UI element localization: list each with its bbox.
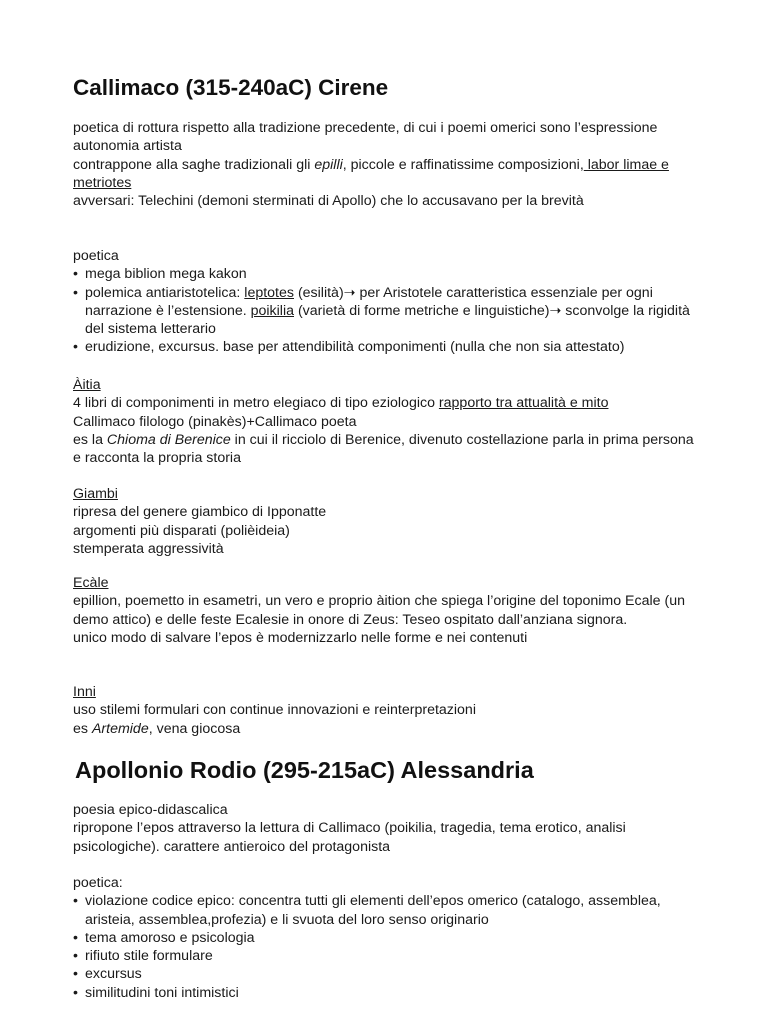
text-run: (varietà di forme metriche e linguistiche)➝ sconvolge la rigidità del sistema letterario (85, 302, 690, 338)
intro-line: poetica di rottura rispetto alla tradizione precedente, di cui i poemi omerici sono l’espressione (73, 120, 658, 136)
underlined-text: poikilia (250, 302, 294, 319)
section-line: ripresa del genere giambico di Ipponatte (73, 504, 327, 521)
apollonio-intro (73, 801, 698, 856)
underlined-text: labor limae e metriotes (73, 156, 669, 191)
emphasis-text: epilli (314, 156, 343, 173)
bullet-list (73, 265, 698, 356)
list-item (73, 284, 698, 339)
intro-line: poesia epico-didascalica (73, 802, 228, 818)
list-item: • violazione codice epico: concentra tutti gli elementi dell’epos omerico (catalogo, assemblea, aristeia, assemblea,profezia) e li svuota del loro senso originario (73, 892, 698, 929)
text-run: contrappone alla saghe tradizionali gli (73, 156, 315, 173)
callimaco-intro (73, 119, 698, 210)
text-run: in cui il ricciolo di Berenice, divenuto costellazione parla in prima persona e racconta la propria storia (73, 431, 694, 467)
text-run: , vena giocosa (148, 720, 241, 737)
list-item: • rifiuto stile formulare (73, 947, 698, 965)
heading-callimaco: Callimaco (315-240aC) Cirene (73, 75, 389, 100)
section-line: argomenti più disparati (polièideia) (73, 522, 290, 539)
heading-apollonio: Apollonio Rodio (295-215aC) Alessandria (75, 757, 534, 783)
apollonio-poetica (73, 874, 698, 1002)
underlined-text: leptotes (244, 284, 294, 301)
section-line: unico modo di salvare l’epos è modernizzarlo nelle forme e nei contenuti (73, 629, 528, 646)
section-heading: Giambi (73, 486, 118, 502)
section-heading: Inni (73, 684, 96, 700)
list-item: • excursus (73, 965, 698, 983)
section-label: poetica (73, 248, 119, 264)
text-run: es la (73, 431, 107, 448)
list-item: • erudizione, excursus. base per attendibilità componimenti (nulla che non sia attestato) (73, 338, 698, 356)
text-run: , piccole e raffinatissime composizioni, (342, 156, 584, 173)
list-item: • similitudini toni intimistici (73, 984, 698, 1002)
callimaco-poetica (73, 247, 698, 357)
section-aitia (73, 376, 698, 467)
section-line (73, 431, 698, 468)
emphasis-text: Chioma di Berenice (106, 431, 231, 448)
text-run: (esilità)➝ per Aristotele caratteristica essenziale per ogni narrazione è l’estensione. (85, 284, 653, 319)
list-item: • tema amoroso e psicologia (73, 929, 698, 947)
section-line: uso stilemi formulari con continue innovazioni e reinterpretazioni (73, 702, 476, 719)
section-ecale (73, 574, 698, 647)
section-line: epillion, poemetto in esametri, un vero e proprio àition che spiega l’origine del toponimo Ecale (un demo attico) e delle feste Ecalesie in onore di Zeus: Teseo ospitato dall’anziana signora. (73, 593, 685, 628)
section-heading: Ecàle (73, 575, 109, 591)
section-line: stemperata aggressività (73, 540, 224, 557)
intro-line: ripropone l’epos attraverso la lettura di Callimaco (poikilia, tragedia, tema erotico, analisi psicologiche). carattere antieroico del protagonista (73, 820, 626, 855)
section-heading: Àitia (73, 377, 101, 393)
intro-line (73, 156, 698, 193)
section-line (73, 720, 698, 738)
text-run: polemica antiaristotelica: (85, 284, 245, 301)
section-inni (73, 683, 698, 738)
list-item: • mega biblion mega kakon (73, 265, 698, 283)
section-label: poetica: (73, 875, 123, 891)
underlined-text: rapporto tra attualità e mito (438, 395, 609, 412)
bullet-list (73, 892, 698, 1002)
emphasis-text: Artemide (91, 720, 149, 737)
intro-line: avversari: Telechini (demoni sterminati di Apollo) che lo accusavano per la brevità (73, 193, 584, 210)
section-line: Callimaco filologo (pinakès)+Callimaco poeta (73, 413, 357, 430)
text-run: es (73, 720, 92, 737)
text-run: 4 libri di componimenti in metro elegiaco di tipo eziologico (73, 395, 439, 412)
section-giambi (73, 485, 698, 558)
section-line (73, 394, 698, 412)
intro-line: autonomia artista (73, 138, 182, 155)
